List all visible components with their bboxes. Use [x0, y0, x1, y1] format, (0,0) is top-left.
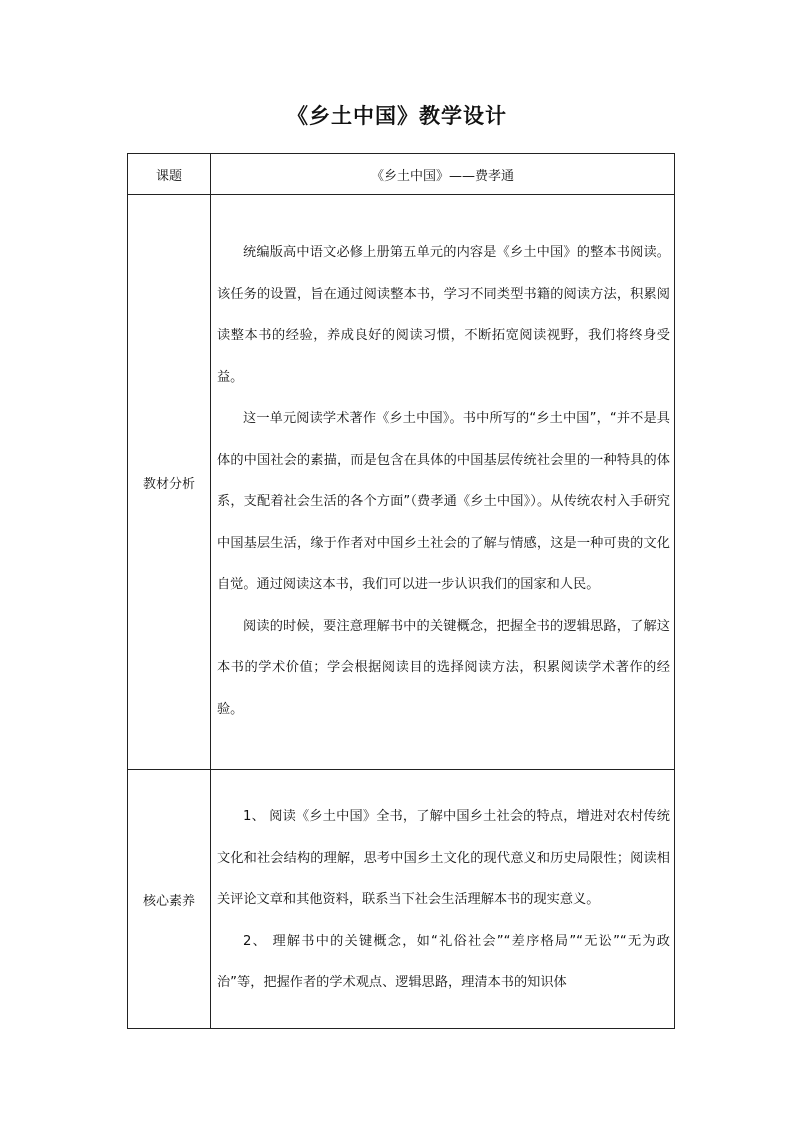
- core-literacy-content: [211, 770, 675, 1029]
- topic-value: 《乡土中国》——费孝通: [211, 154, 675, 195]
- core-paragraph-2: 2、 理解书中的关键概念，如“礼俗社会”“差序格局”“无讼”“无为政治”等，把握作者的学术观点、逻辑思路，理清本书的知识体: [217, 933, 670, 991]
- document-title: 《乡土中国》教学设计: [287, 104, 507, 128]
- table-row-material-analysis: [128, 195, 675, 770]
- material-paragraph-2: 这一单元阅读学术著作《乡土中国》。书中所写的“乡土中国”，“并不是具体的中国社会的素描，而是包含在具体的中国基层传统社会里的一种特具的体系，支配着社会生活的各个方面”（费孝通《乡土中国》）。从传统农村入手研究中国基层生活，缘于作者对中国乡土社会的了解与情感，这是一种可贵的文化自觉。通过阅读这本书，我们可以进一步认识我们的国家和人民。: [217, 411, 670, 592]
- material-analysis-label: 教材分析: [128, 195, 211, 770]
- table-row-core-literacy: [128, 770, 675, 1029]
- table-row-topic: [128, 154, 675, 195]
- lesson-plan-table: [127, 153, 675, 1029]
- material-paragraph-3: 阅读的时候，要注意理解书中的关键概念，把握全书的逻辑思路，了解这本书的学术价值；学会根据阅读目的选择阅读方法，积累阅读学术著作的经验。: [217, 618, 670, 717]
- core-paragraph-1: 1、 阅读《乡土中国》全书，了解中国乡土社会的特点，增进对农村传统文化和社会结构的理解，思考中国乡土文化的现代意义和历史局限性；阅读相关评论文章和其他资料，联系当下社会生活理解本书的现实意义。: [217, 809, 670, 908]
- material-paragraph-1: 统编版高中语文必修上册第五单元的内容是《乡土中国》的整本书阅读。该任务的设置，旨在通过阅读整本书，学习不同类型书籍的阅读方法，积累阅读整本书的经验，养成良好的阅读习惯，不断拓宽阅读视野，我们将终身受益。: [217, 245, 670, 385]
- core-literacy-label: 核心素养: [128, 770, 211, 1029]
- material-analysis-content: [211, 195, 675, 770]
- topic-label: 课题: [128, 154, 211, 195]
